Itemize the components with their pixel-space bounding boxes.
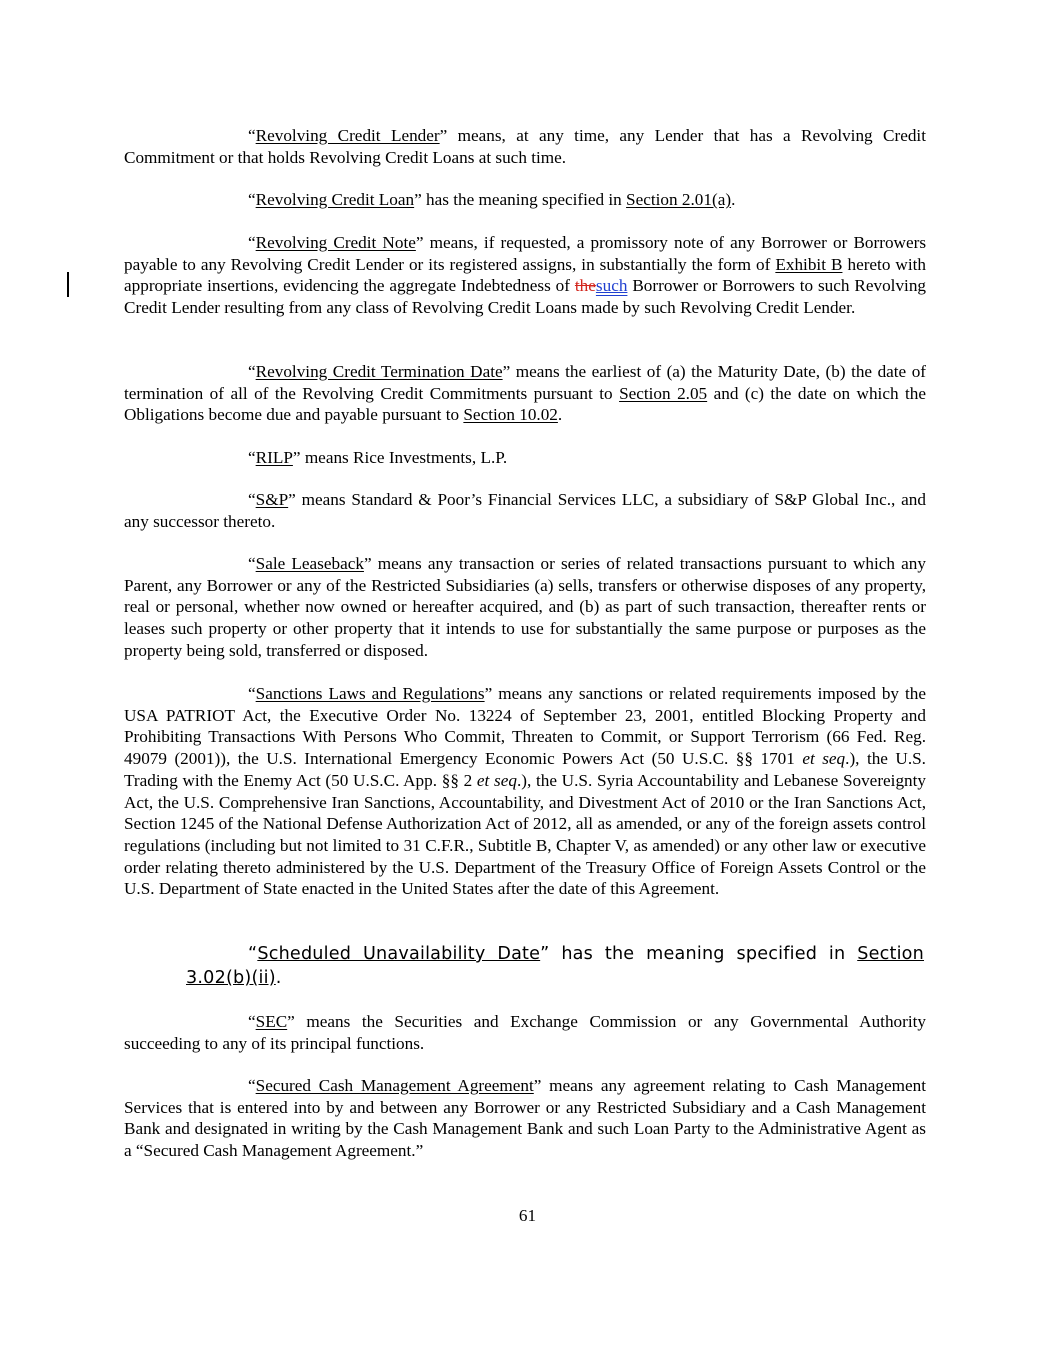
- defined-term: Revolving Credit Loan: [255, 190, 415, 209]
- defined-term: Revolving Credit Termination Date: [255, 362, 503, 381]
- section-reference: Section 2.01(a): [626, 190, 732, 209]
- defined-term: Sale Leaseback: [255, 554, 364, 573]
- defined-term: Revolving Credit Lender: [255, 126, 440, 145]
- definition-revolving-credit-lender: “Revolving Credit Lender” means, at any time, any Lender that has a Revolving Credit Commitment or that holds Revolving Credit Loans at such time.: [124, 126, 926, 167]
- defined-term: RILP: [255, 448, 293, 467]
- page-number: 61: [518, 1206, 537, 1225]
- inserted-text: such: [595, 276, 628, 296]
- defined-term: Revolving Credit Note: [255, 233, 416, 252]
- definition-s-and-p: “S&P” means Standard & Poor’s Financial Services LLC, a subsidiary of S&P Global Inc., and any successor thereto.: [124, 490, 926, 531]
- definition-revolving-credit-termination-date: “Revolving Credit Termination Date” means the earliest of (a) the Maturity Date, (b) the date of termination of all of the Revolving Credit Commitments pursuant to Section 2.05 and (c) the date on which the Obligations become due and payable pursuant to Section 10.02.: [124, 362, 927, 425]
- section-reference: Section 2.05: [619, 383, 708, 403]
- defined-term: Secured Cash Management Agreement: [255, 1076, 534, 1095]
- defined-term: S&P: [255, 490, 289, 509]
- deleted-text: the: [574, 276, 596, 296]
- section-reference: Section 3.02(b)(ii): [186, 944, 924, 988]
- definition-sanctions-laws: “Sanctions Laws and Regulations” means any sanctions or related requirements imposed by the USA PATRIOT Act, the Executive Order No. 13224 of September 23, 2001, entitled Blocking Property and Prohibiting Transactions With Persons Who Commit, Threaten to Commit, or Support Terrorism (66 Fed. Reg. 49079 (2001)), the U.S. International Emergency Economic Powers Act (50 U.S.C. §§ 1701 et seq.), the U.S. Trading with the Enemy Act (50 U.S.C. App. §§ 2 et seq.), the U.S. Syria Accountability and Lebanese Sovereignty Act, the U.S. Comprehensive Iran Sanctions, Accountability, and Divestment Act of 2010 or the Iran Sanctions Act, Section 1245 of the National Defense Authorization Act of 2012, all as amended, or any of the foreign assets control regulations (including but not limited to 31 C.F.R., Subtitle B, Chapter V, as amended) or any other law or executive order relating thereto administered by the U.S. Department of the Treasury Office of Foreign Assets Control or the U.S. Department of State enacted in the United States after the date of this Agreement.: [124, 684, 926, 899]
- definition-scheduled-unavailability-date: “Scheduled Unavailability Date” has the meaning specified in Section 3.02(b)(ii).: [186, 944, 924, 988]
- definition-rilp: “RILP” means Rice Investments, L.P.: [248, 448, 508, 467]
- definition-secured-cash-management-agreement: “Secured Cash Management Agreement” means any agreement relating to Cash Management Services that is entered into by and between any Borrower or any Restricted Subsidiary and a Cash Management Bank and designated in writing by the Cash Management Bank and such Loan Party to the Administrative Agent as a “Secured Cash Management Agreement.”: [124, 1076, 926, 1161]
- defined-term: Sanctions Laws and Regulations: [255, 684, 485, 703]
- definition-revolving-credit-loan: “Revolving Credit Loan” has the meaning specified in Section 2.01(a).: [248, 190, 736, 209]
- definition-revolving-credit-note: “Revolving Credit Note” means, if requested, a promissory note of any Borrower or Borrowers payable to any Revolving Credit Lender or its registered assigns, in substantially the form of Exhibit B hereto with appropriate insertions, evidencing the aggregate Indebtedness of thesuch Borrower or Borrowers to such Revolving Credit Lender resulting from any class of Revolving Credit Loans made by such Revolving Credit Lender.: [124, 233, 927, 318]
- definition-sec: “SEC” means the Securities and Exchange Commission or any Governmental Authority succeeding to any of its principal functions.: [124, 1012, 926, 1053]
- revision-change-bar: [67, 272, 69, 297]
- defined-term: Scheduled Unavailability Date: [257, 944, 541, 964]
- definition-sale-leaseback: “Sale Leaseback” means any transaction or series of related transactions pursuant to which any Parent, any Borrower or any of the Restricted Subsidiaries (a) sells, transfers or otherwise disposes of any property, real or personal, whether now owned or hereafter acquired, and (b) as part of such transaction, thereafter rents or leases such property or other property that it intends to use for substantially the same purpose or purposes as the property being sold, transferred or disposed.: [124, 554, 926, 660]
- section-reference: Section 10.02: [463, 405, 558, 425]
- defined-term: SEC: [255, 1012, 288, 1031]
- exhibit-reference: Exhibit B: [775, 254, 843, 274]
